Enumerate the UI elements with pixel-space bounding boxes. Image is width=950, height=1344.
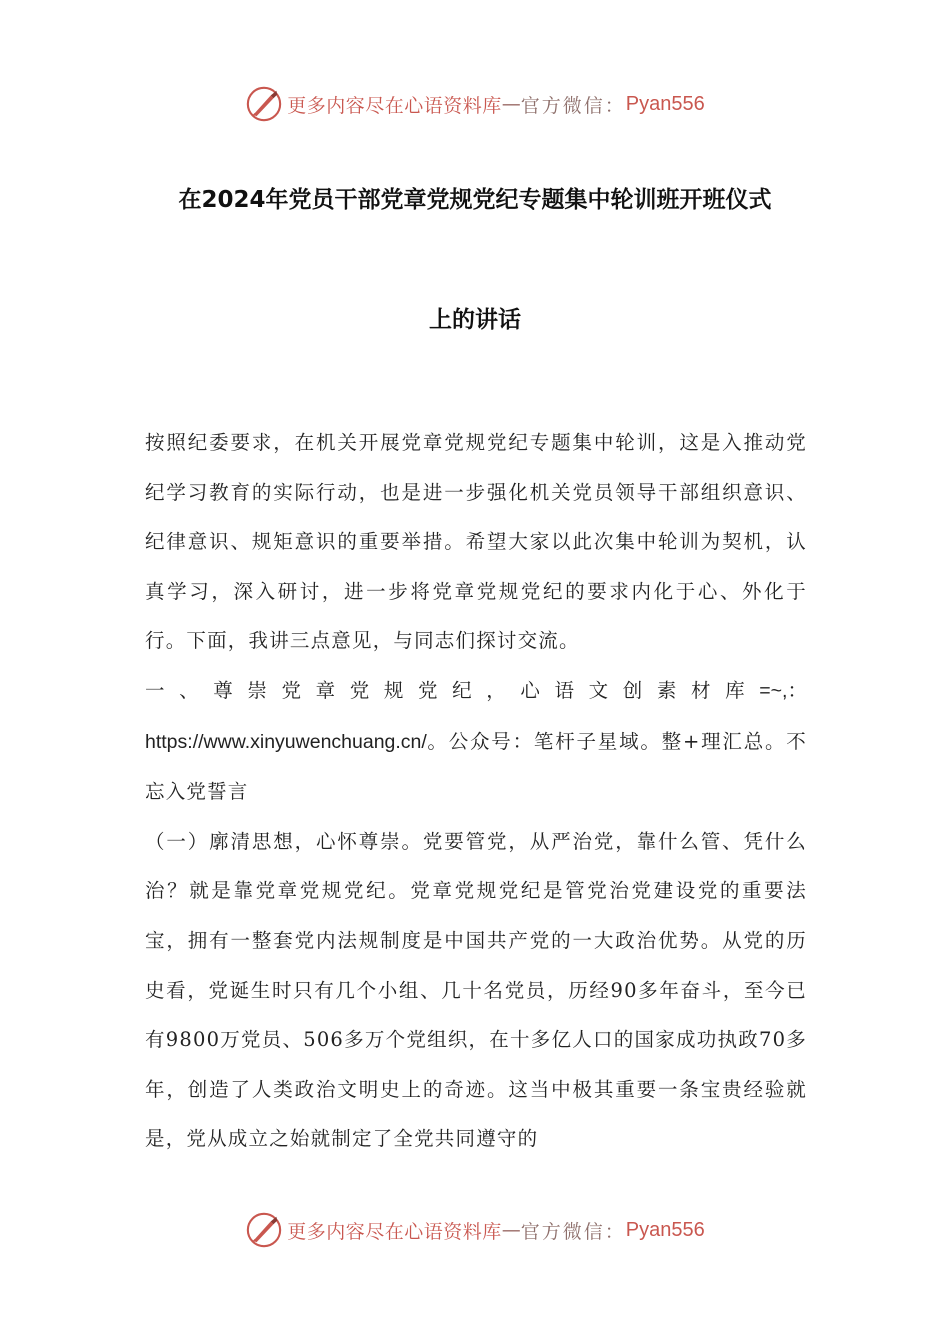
section-1-heading — [145, 666, 807, 817]
banner-separator: — — [501, 93, 521, 115]
banner-separator: — — [501, 1219, 521, 1241]
banner-wechat-id: Pyan556 — [625, 1218, 705, 1241]
banner-text: 更多内容尽在心语资料库 — [287, 94, 502, 117]
banner-text: 更多内容尽在心语资料库 — [287, 1220, 502, 1243]
document-body — [145, 418, 807, 1164]
header-watermark-banner — [0, 82, 950, 126]
banner-wechat-id: Pyan556 — [625, 92, 705, 115]
quill-pen-logo-icon — [245, 85, 283, 123]
document-title-line-2: 上的讲话 — [429, 307, 521, 333]
section-1-tail: 。公众号：笔杆子星域。整+理汇总。不忘入党誓言 — [145, 729, 807, 804]
banner-wechat-label: 官方微信： — [520, 1220, 626, 1243]
intro-paragraph: 按照纪委要求，在机关开展党章党规党纪专题集中轮训，这是入推动党纪学习教育的实际行动，也是进一步强化机关党员领导干部组织意识、纪律意识、规矩意识的重要举措。希望大家以此次集中轮训为契机，认真学习，深入研讨，进一步将党章党规党纪的要求内化于心、外化于行。下面，我讲三点意见，与同志们探讨交流。 — [145, 431, 807, 653]
section-1-punct: =~,： — [759, 679, 807, 702]
quill-pen-logo-icon — [245, 1211, 283, 1249]
subsection-1-paragraph: （一）廓清思想，心怀尊崇。党要管党，从严治党，靠什么管、凭什么治？就是靠党章党规党纪。党章党规党纪是管党治党建设党的重要法宝，拥有一整套党内法规制度是中国共产党的一大政治优势。从党的历史看，党诞生时只有几个小组、几十名党员，历经90多年奋斗，至今已有9800万党员、506多万个党组织，在十多亿人口的国家成功执政70多年，创造了人类政治文明史上的奇迹。这当中极其重要一条宝贵经验就是，党从成立之始就制定了全党共同遵守的 — [145, 829, 807, 1151]
source-url-link[interactable]: https://www.xinyuwenchuang.cn/ — [145, 730, 427, 753]
footer-watermark-banner — [0, 1208, 950, 1252]
section-1-title: 一、尊崇党章党规党纪，心语文创素材库 — [145, 678, 760, 702]
banner-wechat-label: 官方微信： — [520, 94, 626, 117]
document-title-line-1: 在2024年党员干部党章党规党纪专题集中轮训班开班仪式 — [178, 187, 772, 213]
